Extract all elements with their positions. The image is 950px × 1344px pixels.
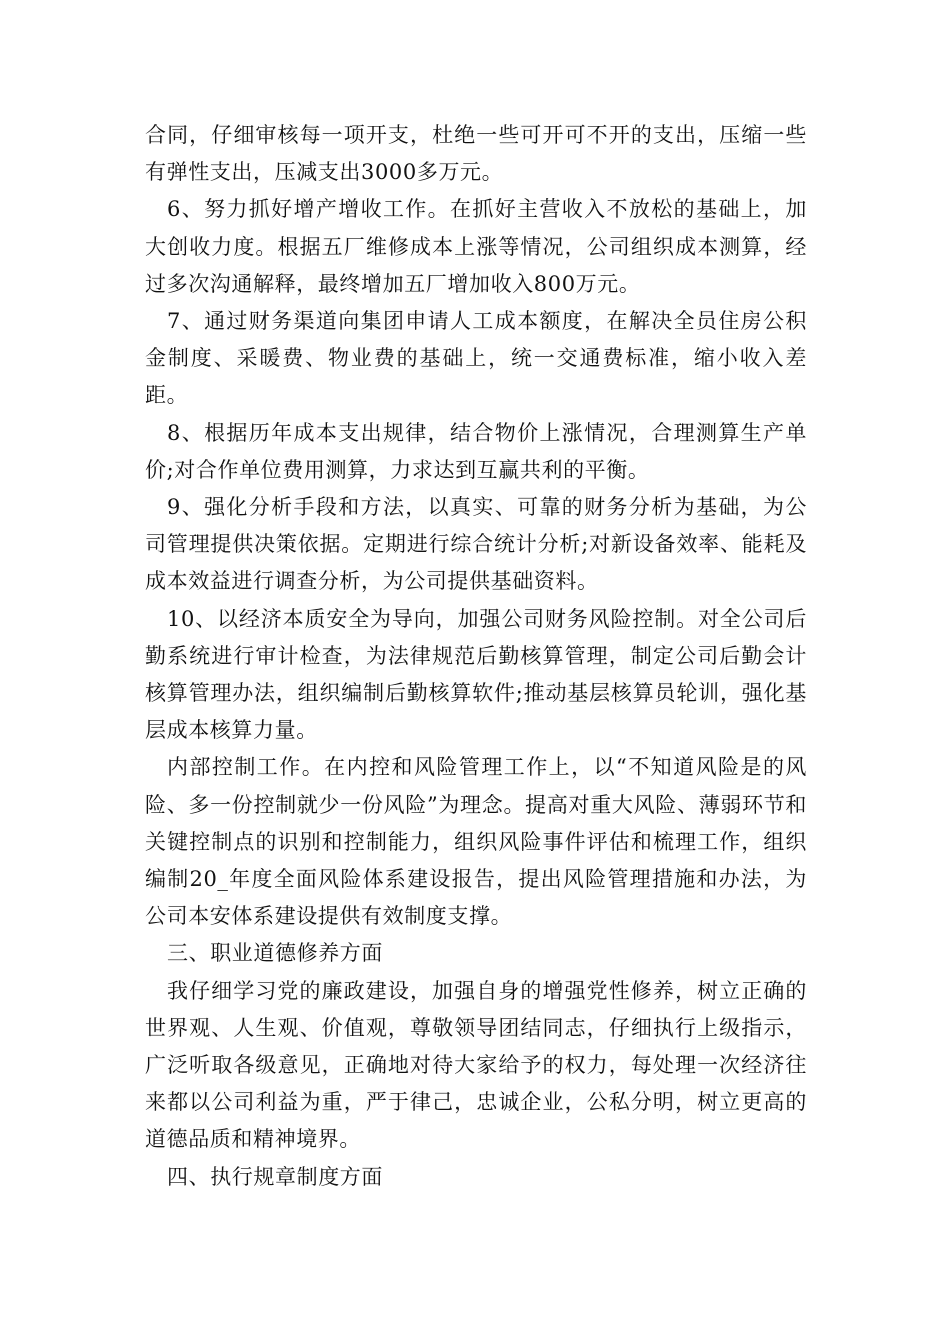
paragraph-internal-control: 内部控制工作。在内控和风险管理工作上，以“不知道风险是的风险、多一份控制就少一份风险”为理念。提高对重大风险、薄弱环节和关键控制点的识别和控制能力，组织风险事件评估和梳理工作，组织编制20_年度全面风险体系建设报告，提出风险管理措施和办法，为公司本安体系建设提供有效制度支撑。 [145, 755, 807, 929]
paragraph-continuation: 合同，仔细审核每一项开支，杜绝一些可开可不开的支出，压缩一些有弹性支出，压减支出3000多万元。 [145, 123, 807, 185]
paragraph-item-6: 6、努力抓好增产增收工作。在抓好主营收入不放松的基础上，加大创收力度。根据五厂维修成本上涨等情况，公司组织成本测算，经过多次沟通解释，最终增加五厂增加收入800万元。 [145, 197, 807, 296]
document-body [145, 117, 807, 1196]
section-heading-regulations: 四、执行规章制度方面 [167, 1164, 383, 1189]
paragraph-item-8: 8、根据历年成本支出规律，结合物价上涨情况，合理测算生产单价;对合作单位费用测算，力求达到互赢共利的平衡。 [145, 420, 807, 482]
section-heading-ethics: 三、职业道德修养方面 [167, 941, 383, 966]
paragraph-item-9: 9、强化分析手段和方法，以真实、可靠的财务分析为基础，为公司管理提供决策依据。定期进行综合统计分析;对新设备效率、能耗及成本效益进行调查分析，为公司提供基础资料。 [145, 495, 807, 594]
paragraph-item-10: 10、以经济本质安全为导向，加强公司财务风险控制。对全公司后勤系统进行审计检查，为法律规范后勤核算管理，制定公司后勤会计核算管理办法，组织编制后勤核算软件;推动基层核算员轮训，强化基层成本核算力量。 [145, 606, 807, 743]
paragraph-ethics: 我仔细学习党的廉政建设，加强自身的增强党性修养，树立正确的世界观、人生观、价值观，尊敬领导团结同志，仔细执行上级指示，广泛听取各级意见，正确地对待大家给予的权力，每处理一次经济往来都以公司利益为重，严于律己，忠诚企业，公私分明，树立更高的道德品质和精神境界。 [145, 978, 807, 1152]
paragraph-item-7: 7、通过财务渠道向集团申请人工成本额度，在解决全员住房公积金制度、采暖费、物业费的基础上，统一交通费标准，缩小收入差距。 [145, 309, 807, 408]
